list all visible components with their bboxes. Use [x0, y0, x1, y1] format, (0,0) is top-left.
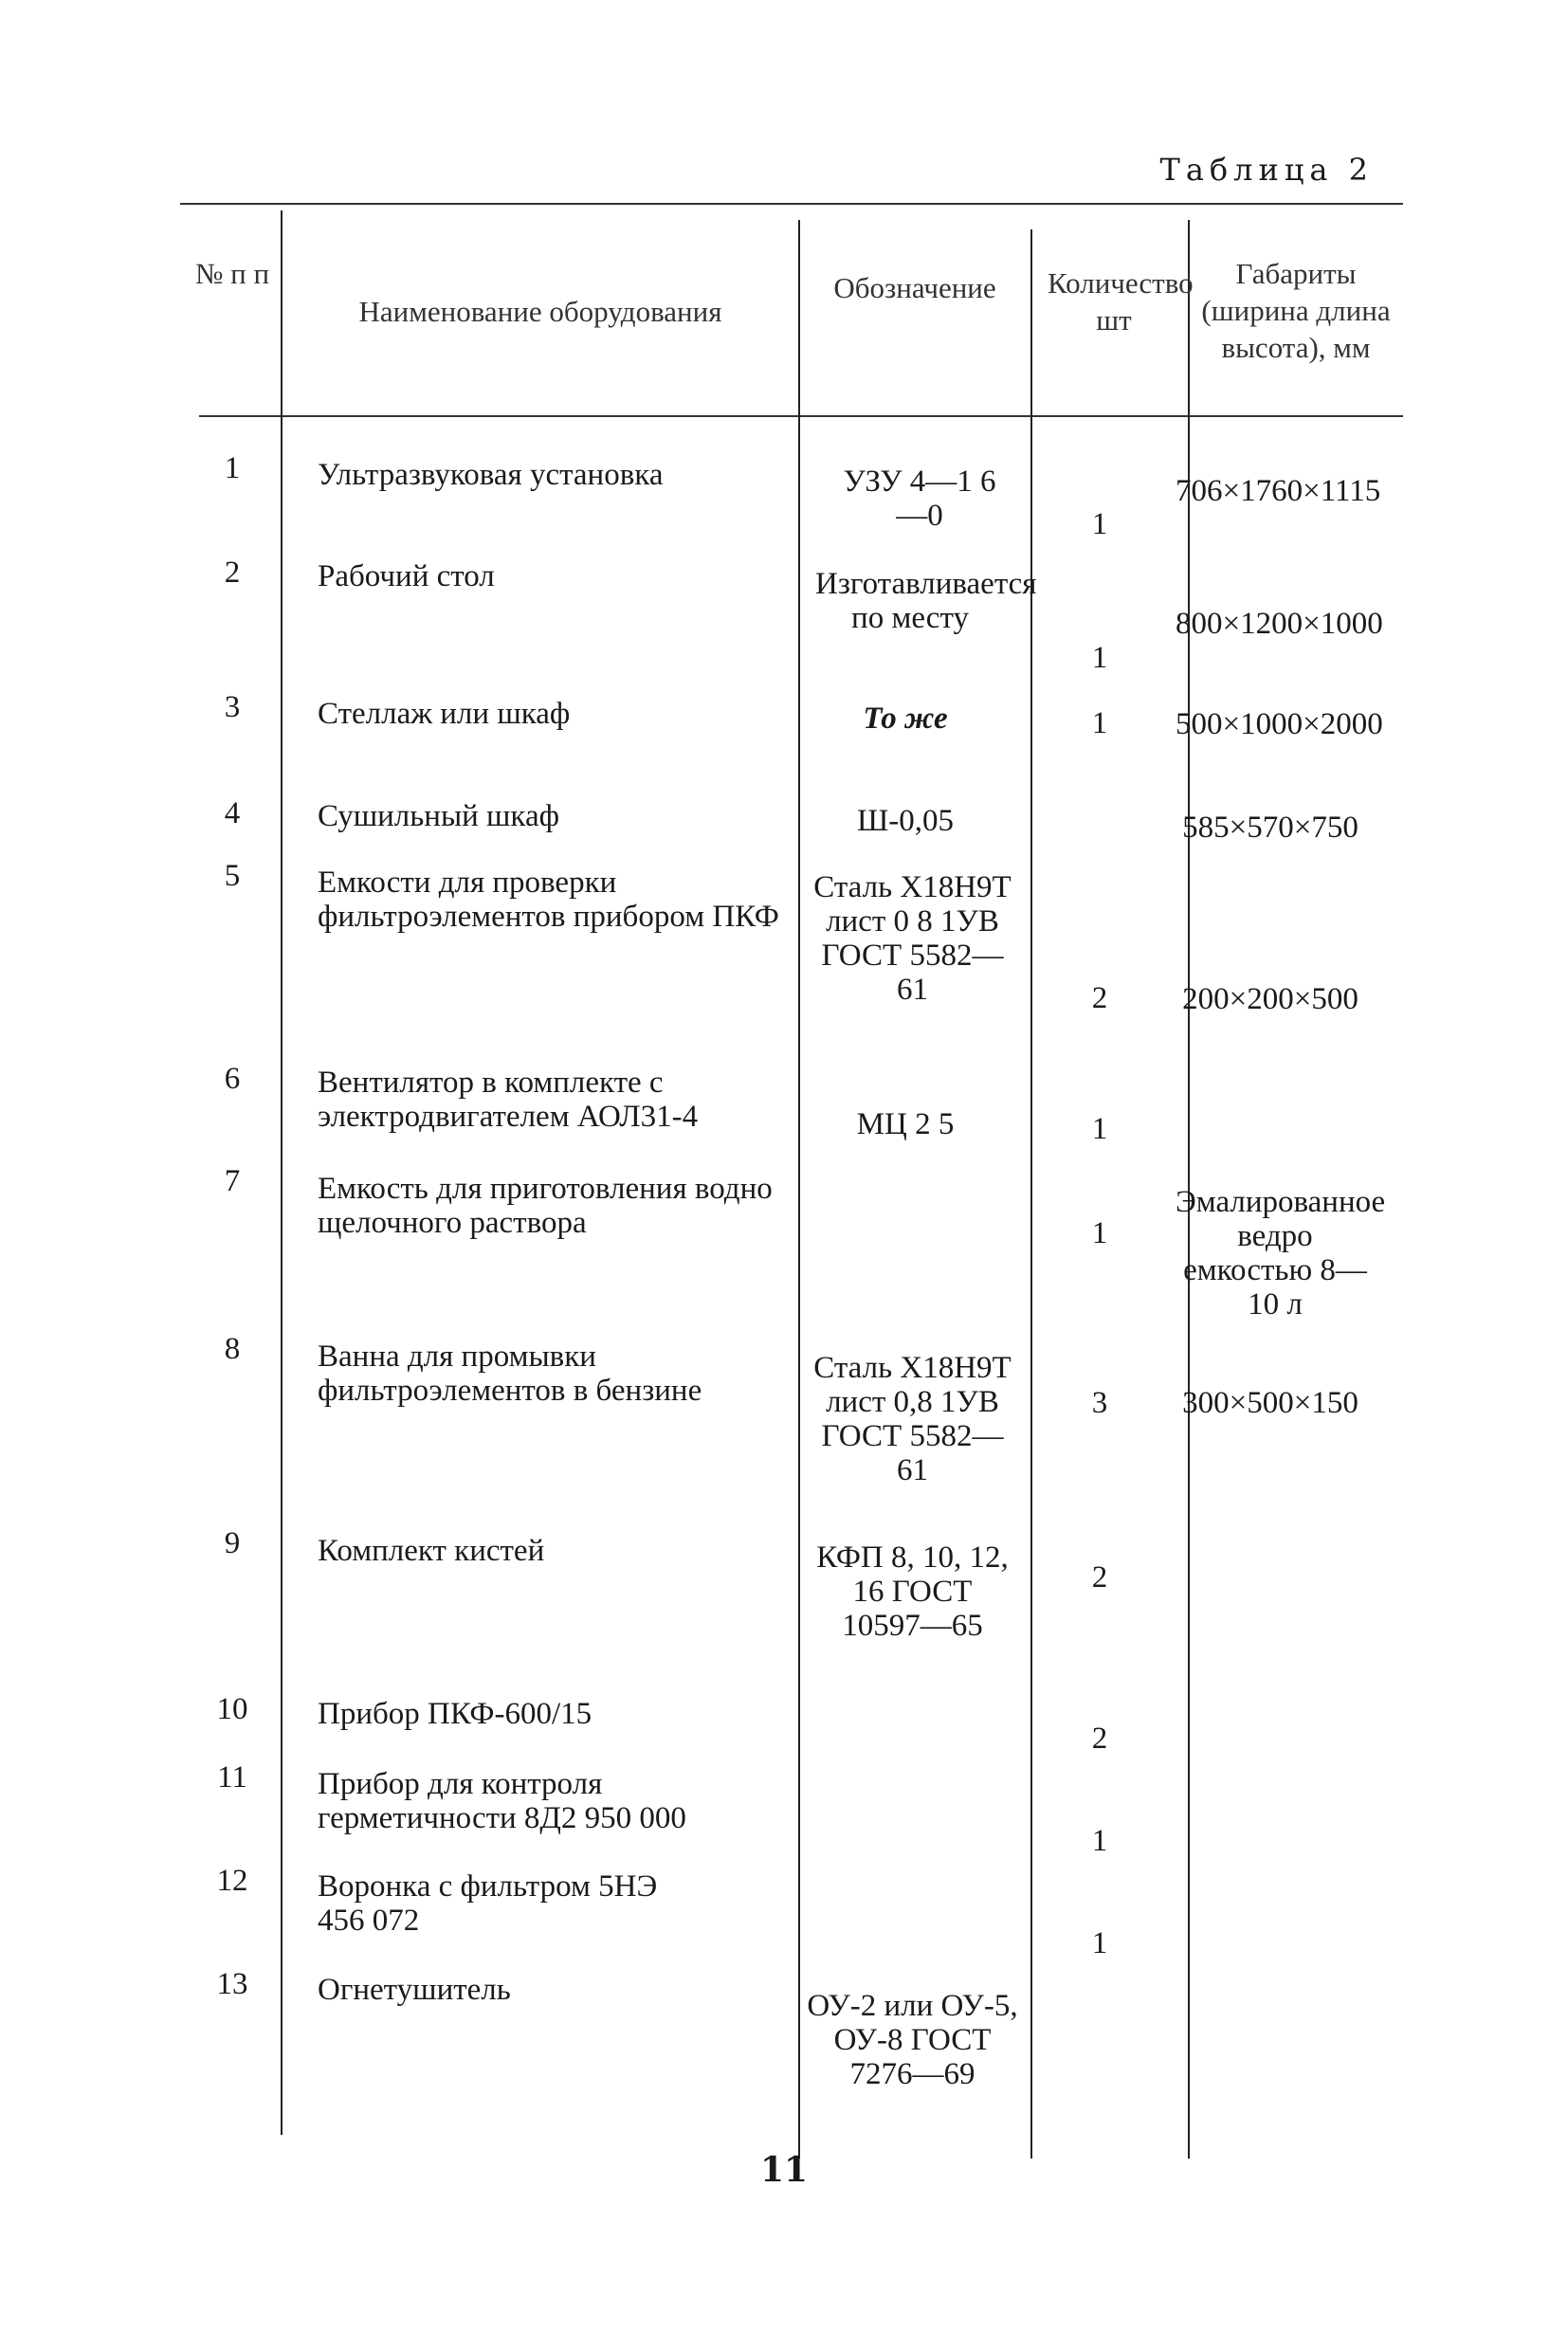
- row-num: 8: [224, 1332, 241, 1366]
- equipment-qty: 1: [1091, 706, 1108, 740]
- equipment-qty: 1: [1091, 507, 1108, 541]
- row-num: 9: [224, 1526, 241, 1560]
- equipment-name: Емкости для проверки фильтроэлементов прибором ПКФ: [318, 866, 779, 934]
- equipment-name: Огнетушитель: [318, 1973, 511, 2007]
- equipment-name: Прибор для контроля герметичности 8Д2 950 000: [318, 1767, 686, 1835]
- equipment-name: Ультразвуковая установка: [318, 458, 664, 492]
- header-num: № п п: [194, 257, 270, 290]
- equipment-code: Ш-0,05: [856, 804, 955, 838]
- header-dims: Габариты (ширина длина высота), мм: [1201, 257, 1391, 364]
- equipment-dims: 200×200×500: [1182, 982, 1358, 1016]
- equipment-name: Емкость для приготовления водно щелочного раствора: [318, 1172, 773, 1240]
- equipment-qty: 1: [1091, 1824, 1108, 1858]
- equipment-qty: 2: [1091, 1560, 1108, 1595]
- equipment-qty: 1: [1091, 1216, 1108, 1250]
- equipment-name: Прибор ПКФ-600/15: [318, 1697, 593, 1731]
- row-num: 2: [224, 556, 241, 590]
- equipment-qty: 1: [1091, 1926, 1108, 1960]
- equipment-name: Вентилятор в комплекте с электродвигателем АОЛ31-4: [318, 1066, 699, 1134]
- equipment-code: ОУ-2 или ОУ-5, ОУ-8 ГОСТ 7276—69: [807, 1989, 1018, 2091]
- equipment-qty: 2: [1091, 1722, 1108, 1756]
- row-num: 6: [224, 1062, 241, 1096]
- equipment-dims: 500×1000×2000: [1176, 707, 1383, 741]
- equipment-dims: 585×570×750: [1182, 811, 1358, 845]
- equipment-code: КФП 8, 10, 12, 16 ГОСТ 10597—65: [816, 1540, 1009, 1643]
- table-caption: Таблица 2: [1159, 152, 1374, 188]
- row-num: 13: [216, 1967, 248, 2001]
- equipment-dims: 300×500×150: [1182, 1386, 1358, 1420]
- equipment-name: Стеллаж или шкаф: [318, 697, 571, 731]
- equipment-qty: 3: [1091, 1386, 1108, 1420]
- row-num: 5: [224, 859, 241, 893]
- equipment-dims: 706×1760×1115: [1176, 474, 1381, 508]
- equipment-name: Сушильный шкаф: [318, 799, 559, 833]
- equipment-name: Ванна для промывки фильтроэлементов в бензине: [318, 1340, 702, 1408]
- column-divider-1: [281, 210, 283, 2135]
- equipment-name: Рабочий стол: [318, 559, 495, 593]
- header-name: Наименование оборудования: [358, 295, 722, 328]
- equipment-code: МЦ 2 5: [856, 1107, 955, 1141]
- column-divider-2: [798, 220, 800, 2159]
- header-qty: Количество шт: [1048, 266, 1194, 337]
- row-num: 10: [216, 1692, 248, 1726]
- row-num: 1: [224, 451, 241, 485]
- equipment-code: Изготавливается по месту: [815, 567, 1037, 635]
- page-number: 11: [759, 2150, 809, 2190]
- equipment-dims: 800×1200×1000: [1176, 607, 1383, 641]
- row-num: 3: [224, 690, 241, 724]
- row-num: 11: [217, 1760, 247, 1795]
- header-bottom-rule: [199, 415, 1403, 417]
- equipment-qty: 2: [1091, 981, 1108, 1015]
- equipment-qty: 1: [1091, 641, 1108, 675]
- row-num: 12: [216, 1864, 248, 1898]
- equipment-code: Сталь Х18Н9Т лист 0,8 1УВ ГОСТ 5582—61: [813, 1351, 1012, 1487]
- equipment-dims: Эмалированное ведро емкостью 8—10 л: [1176, 1185, 1386, 1321]
- equipment-qty: 1: [1091, 1112, 1108, 1146]
- equipment-code: То же: [863, 702, 948, 736]
- header-code: Обозначение: [833, 271, 996, 304]
- equipment-name: Комплект кистей: [318, 1534, 545, 1568]
- table-top-rule: [180, 203, 1403, 205]
- equipment-code: Сталь Х18Н9Т лист 0 8 1УВ ГОСТ 5582—61: [813, 870, 1012, 1007]
- row-num: 7: [224, 1164, 241, 1198]
- equipment-code: УЗУ 4—1 6—0: [843, 465, 996, 533]
- row-num: 4: [224, 796, 241, 830]
- equipment-name: Воронка с фильтром 5НЭ 456 072: [318, 1869, 658, 1938]
- column-divider-3: [1030, 229, 1032, 2159]
